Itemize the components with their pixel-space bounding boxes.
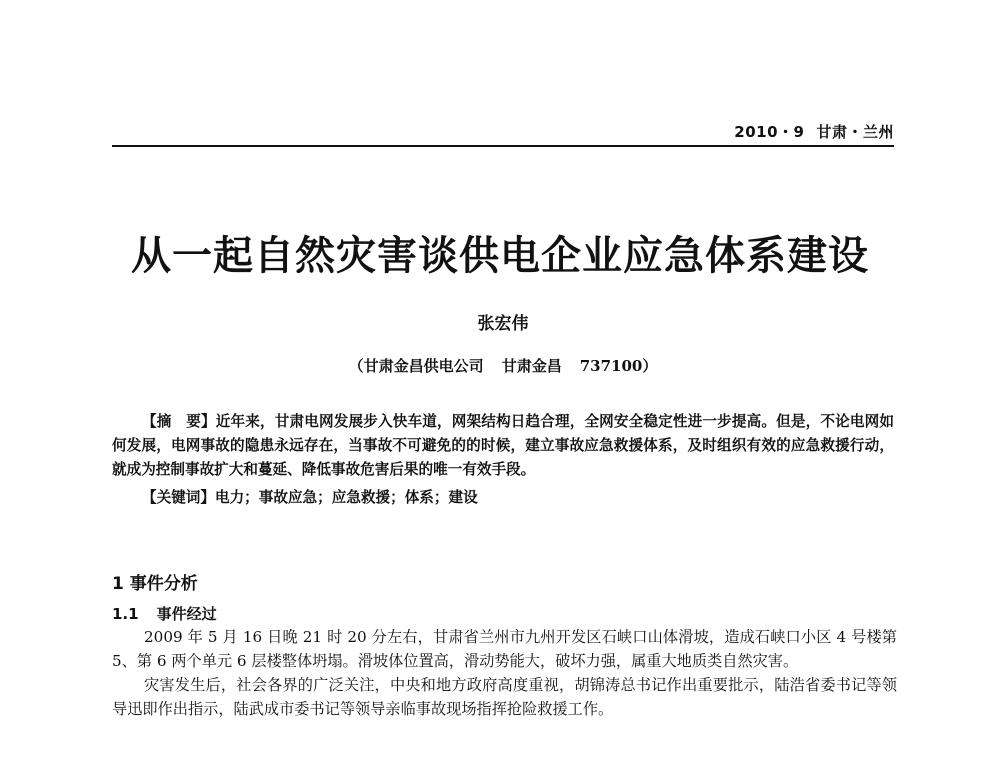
header-rule — [112, 145, 894, 147]
subsection-heading — [112, 603, 217, 624]
abstract-block — [112, 410, 894, 510]
article-title: 从一起自然灾害谈供电企业应急体系建设 — [131, 232, 869, 279]
header-location: 甘肃・兰州 — [816, 123, 894, 141]
keywords-text: 电力；事故应急；应急救援；体系；建设 — [214, 489, 478, 506]
subsection-number: 1.1 — [112, 605, 139, 623]
affiliation — [0, 355, 1000, 376]
issue-number: 2010・9 — [734, 123, 805, 141]
section-body — [112, 625, 897, 721]
subsection-title: 事件经过 — [156, 605, 217, 623]
affiliation-close-paren: ） — [642, 357, 658, 375]
affiliation-org: 甘肃金昌供电公司 — [363, 357, 484, 375]
keywords — [112, 486, 894, 510]
abstract-text: 近年来，甘肃电网发展步入快车道，网架结构日趋合理，全网安全稳定性进一步提高。但是，不论电网如何发展，电网事故的隐患永远存在，当事故不可避免的的时候，建立事故应急救援体系，及时组织有效的应急救援行动，就成为控制事故扩大和蔓延、降低事故危害后果的唯一有效手段。 — [112, 413, 894, 478]
body-paragraph: 2009 年 5 月 16 日晚 21 时 20 分左右，甘肃省兰州市九州开发区石峡口山体滑坡，造成石峡口小区 4 号楼第 5、第 6 两个单元 6 层楼整体坍塌。滑坡体位置高，滑动势能大，破坏力强，属重大地质类自然灾害。 — [112, 628, 897, 670]
abstract — [112, 410, 894, 482]
abstract-label: 【摘 要】 — [142, 413, 216, 430]
affiliation-open-paren: （ — [348, 357, 364, 375]
affiliation-city: 甘肃金昌 — [501, 357, 562, 375]
keywords-label: 【关键词】 — [142, 489, 215, 506]
running-header — [734, 121, 894, 142]
affiliation-postcode: 737100 — [579, 357, 643, 375]
body-paragraph: 灾害发生后，社会各界的广泛关注，中央和地方政府高度重视，胡锦涛总书记作出重要批示，陆浩省委书记等领导迅即作出指示，陆武成市委书记等领导亲临事故现场指挥抢险救援工作。 — [112, 676, 897, 718]
author-name: 张宏伟 — [477, 314, 529, 334]
section-heading: 1 事件分析 — [112, 574, 198, 594]
